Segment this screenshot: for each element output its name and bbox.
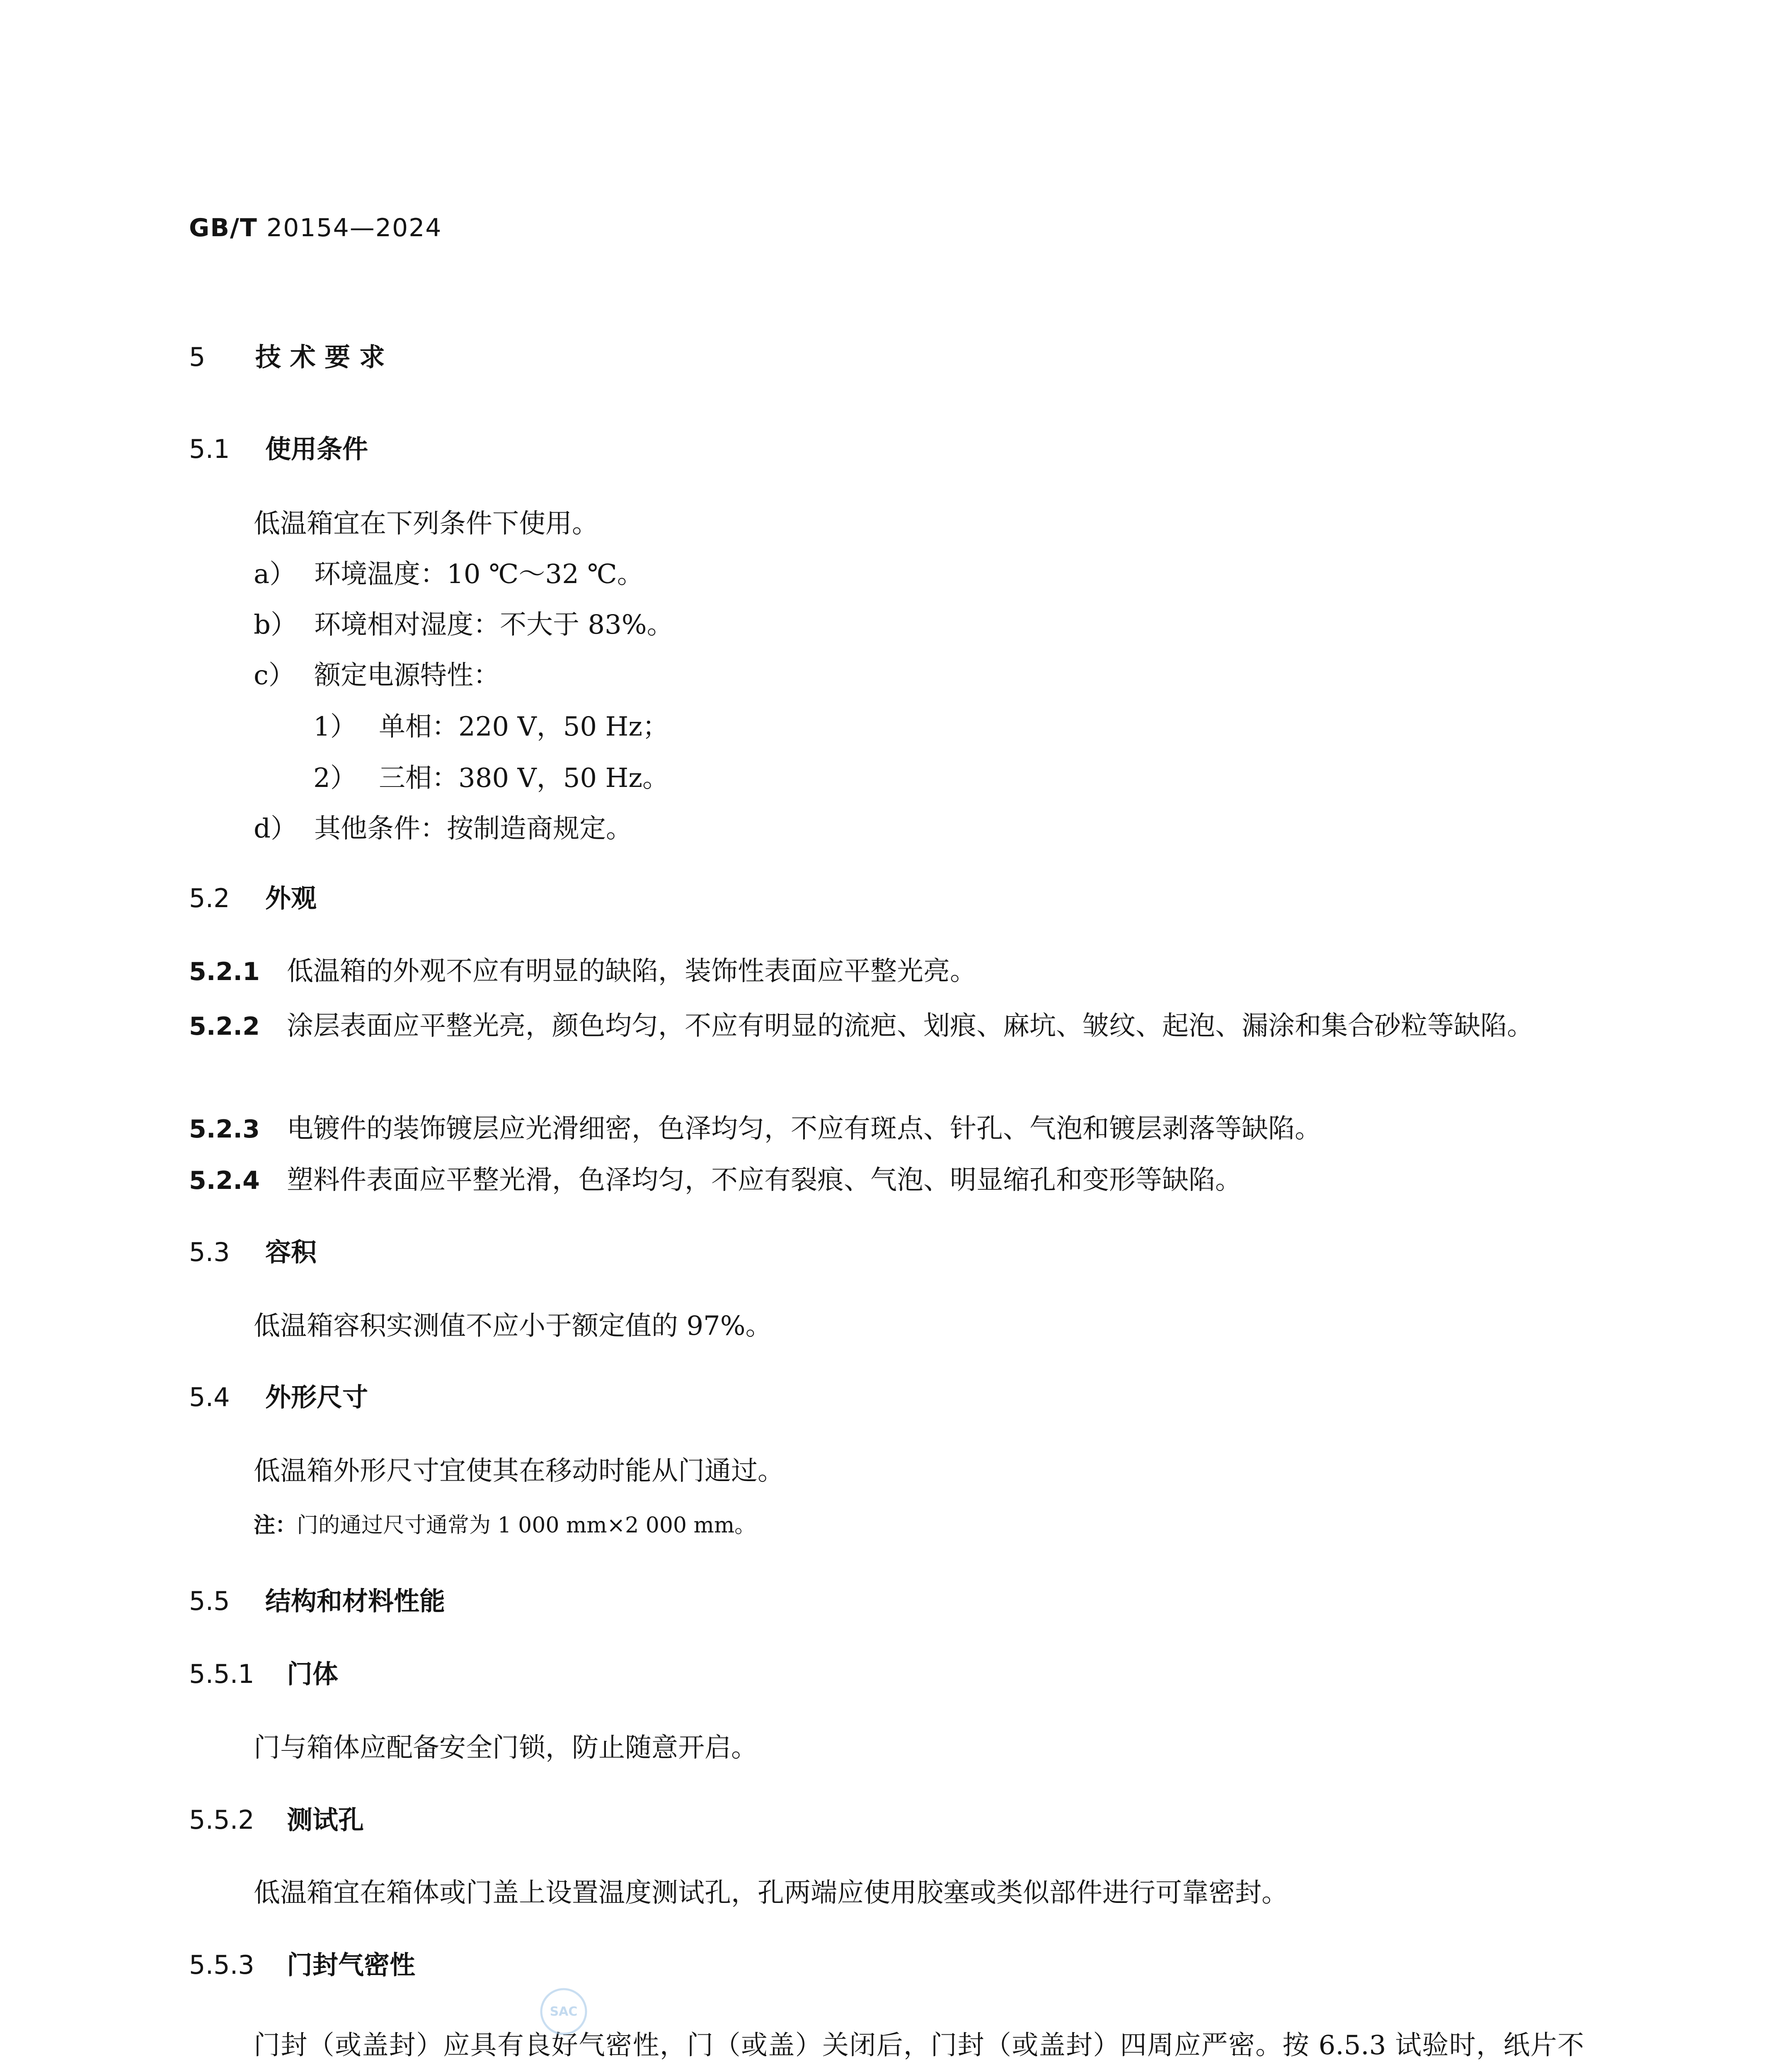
section-5-3-heading: [189, 1235, 317, 1270]
section-number: 5: [189, 342, 206, 372]
section-title: 门体: [287, 1659, 339, 1689]
clause-5-2-3: [189, 1111, 1321, 1147]
list-text: 环境相对湿度：不大于 83%。: [314, 610, 673, 640]
sac-watermark-logo: [538, 1986, 589, 2037]
clause-text: 电镀件的装饰镀层应光滑细密，色泽均匀，不应有斑点、针孔、气泡和镀层剥落等缺陷。: [287, 1113, 1321, 1144]
paragraph: 门与箱体应配备安全门锁，防止随意开启。: [254, 1733, 758, 1763]
section-number: 5.5.3: [189, 1950, 254, 1980]
paragraph: 低温箱宜在箱体或门盖上设置温度测试孔，孔两端应使用胶塞或类似部件进行可靠密封。: [254, 1878, 1288, 1908]
list-marker: c）: [254, 660, 295, 691]
section-number: 5.1: [189, 434, 230, 464]
section-number: 5.4: [189, 1382, 230, 1412]
section-5-5-heading: [189, 1584, 445, 1619]
clause-5-2-4: [189, 1163, 1242, 1198]
section-title: 外形尺寸: [265, 1382, 368, 1412]
section-5-2-heading: [189, 881, 317, 916]
section-5-5-2-heading: [189, 1803, 364, 1837]
note: [254, 1511, 756, 1540]
clause-text: 塑料件表面应平整光滑，色泽均匀，不应有裂痕、气泡、明显缩孔和变形等缺陷。: [287, 1165, 1242, 1196]
clause-5-2-2: [189, 1000, 1584, 1052]
section-number: 5.2: [189, 883, 230, 913]
list-marker: 2）: [313, 763, 357, 794]
list-item: [254, 658, 500, 693]
clause-text: 涂层表面应平整光亮，颜色均匀，不应有明显的流疤、划痕、麻坑、皱纹、起泡、漏涂和集合砂粒等缺陷。: [287, 1011, 1533, 1041]
note-label: 注：: [254, 1513, 297, 1538]
section-number: 5.5.1: [189, 1659, 254, 1689]
document-code: [189, 211, 442, 244]
section-5-4-heading: [189, 1380, 368, 1415]
note-text: 门的通过尺寸通常为 1 000 mm×2 000 mm。: [297, 1513, 756, 1538]
section-title: 门封气密性: [287, 1950, 416, 1980]
section-number: 5.3: [189, 1237, 230, 1267]
list-marker: b）: [254, 610, 297, 640]
paragraph: 低温箱外形尺寸宜使其在移动时能从门通过。: [254, 1456, 784, 1486]
clause-text: 低温箱的外观不应有明显的缺陷，装饰性表面应平整光亮。: [287, 956, 976, 987]
list-text: 环境温度：10 ℃～32 ℃。: [314, 559, 644, 590]
list-text: 其他条件：按制造商规定。: [314, 813, 632, 844]
list-text: 三相：380 V，50 Hz。: [379, 763, 669, 794]
list-item: [254, 811, 632, 846]
paragraph: 门封（或盖封）应具有良好气密性，门（或盖）关闭后，门封（或盖封）四周应严密。按 6.5.3 试验时，纸片不: [254, 2030, 1584, 2061]
clause-5-2-1: [189, 954, 976, 989]
clause-number: 5.2.1: [189, 957, 260, 986]
section-title: 结构和材料性能: [265, 1586, 446, 1616]
section-title: 测试孔: [287, 1805, 364, 1835]
sub-list-item: [313, 761, 669, 796]
list-item: [254, 608, 673, 642]
section-title: 使用条件: [265, 434, 368, 464]
section-5-heading: [189, 340, 385, 375]
paragraph: 低温箱宜在下列条件下使用。: [254, 508, 598, 539]
list-text: 额定电源特性：: [314, 660, 500, 691]
paragraph: 低温箱容积实测值不应小于额定值的 97%。: [254, 1311, 772, 1341]
section-5-5-1-heading: [189, 1657, 338, 1692]
sub-list-item: [313, 709, 669, 744]
section-5-5-3-heading: [189, 1948, 415, 1982]
section-number: 5.5.2: [189, 1805, 254, 1835]
doc-code-number: 20154—2024: [266, 213, 442, 242]
list-text: 单相：220 V，50 Hz；: [379, 712, 669, 742]
section-number: 5.5: [189, 1586, 230, 1616]
list-item: [254, 557, 644, 592]
section-title: 外观: [265, 883, 317, 913]
clause-number: 5.2.2: [189, 1012, 260, 1041]
watermark-text: SAC: [550, 2004, 578, 2019]
section-5-1-heading: [189, 432, 368, 467]
doc-code-prefix: GB/T: [189, 213, 258, 242]
clause-number: 5.2.4: [189, 1166, 260, 1195]
list-marker: a）: [254, 559, 296, 590]
list-marker: 1）: [313, 712, 357, 742]
clause-number: 5.2.3: [189, 1115, 260, 1144]
section-title: 技 术 要 求: [255, 342, 385, 372]
list-marker: d）: [254, 813, 297, 844]
section-title: 容积: [265, 1237, 317, 1267]
